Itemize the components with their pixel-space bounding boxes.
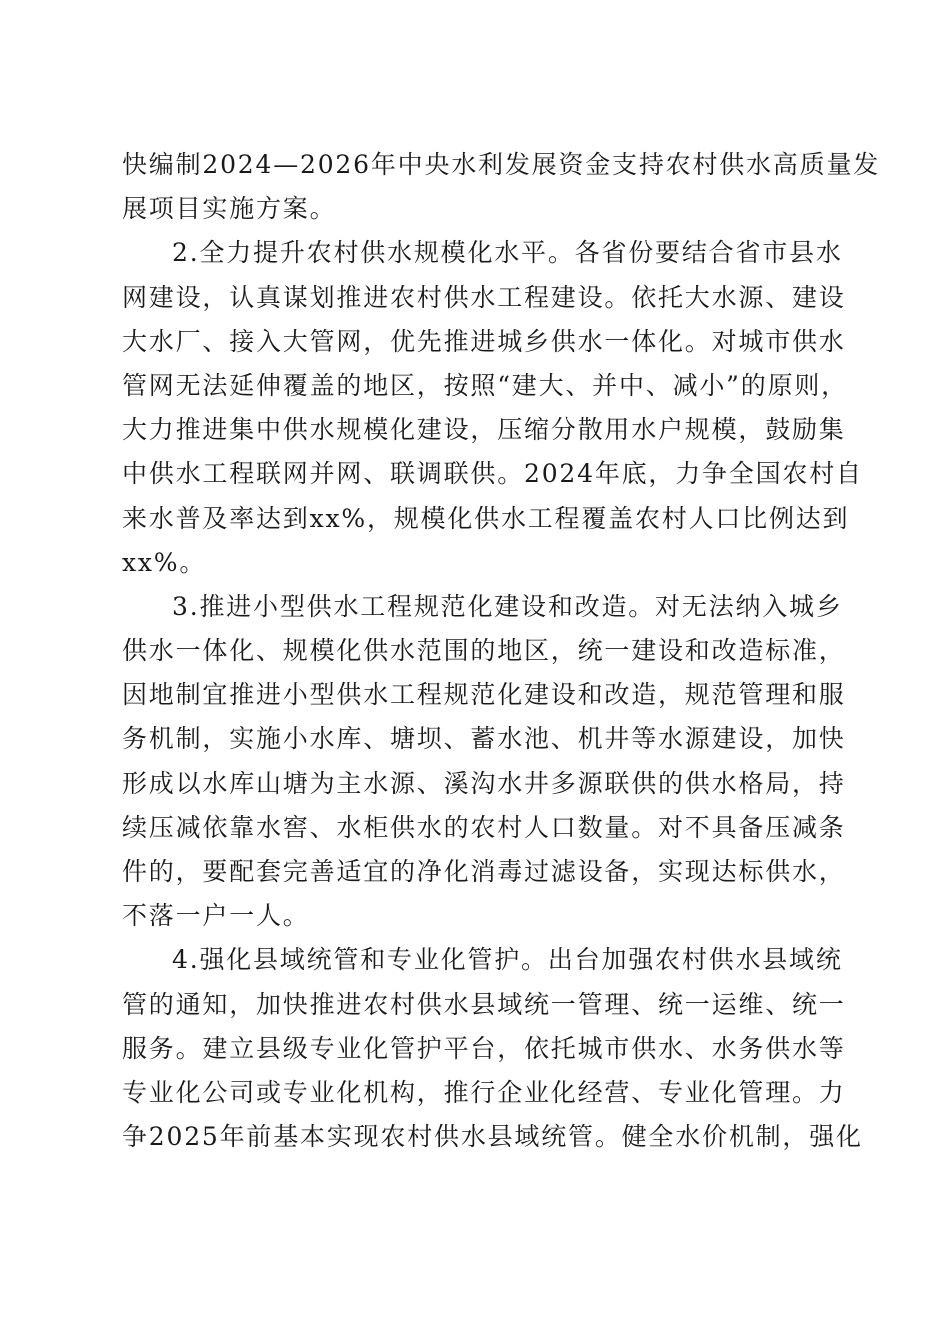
text-line: 服务。建立县级专业化管护平台，依托城市供水、水务供水等 [122,1033,846,1063]
text-line: 件的，要配套完善适宜的净化消毒过滤设备，实现达标供水， [122,857,846,886]
paragraph-start-line: 3.推进小型供水工程规范化建设和改造。对无法纳入城乡 [172,591,843,621]
text-line: 争2025年前基本实现农村供水县域统管。健全水价机制，强化 [122,1122,863,1152]
text-line: 管网无法延伸覆盖的地区，按照“建大、并中、减小”的原则， [122,370,848,400]
text-line: 来水普及率达到xx%，规模化供水工程覆盖农村人口比例达到 [122,503,850,533]
text-line: 不落一户一人。 [122,901,310,931]
body-text [122,143,881,1159]
paragraph-start-line: 2.全力提升农村供水规模化水平。各省份要结合省市县水 [172,238,843,268]
text-line: 大水厂、接入大管网，优先推进城乡供水一体化。对城市供水 [122,326,846,356]
text-line: 因地制宜推进小型供水工程规范化建设和改造，规范管理和服 [122,680,846,710]
text-line: 续压减依靠水窖、水柜供水的农村人口数量。对不具备压减条 [122,812,846,842]
text-line: 形成以水库山塘为主水源、溪沟水井多源联供的供水格局，持 [122,768,846,798]
text-line: xx%。 [122,547,207,577]
text-line: 供水一体化、规模化供水范围的地区，统一建设和改造标准， [122,636,846,666]
text-line: 管的通知，加快推进农村供水县域统一管理、统一运维、统一 [122,989,846,1019]
text-line: 快编制2024—2026年中央水利发展资金支持农村供水高质量发 [122,150,881,179]
text-line: 专业化公司或专业化机构，推行企业化经营、专业化管理。力 [122,1077,846,1107]
paragraph-start-line: 4.强化县域统管和专业化管护。出台加强农村供水县域统 [172,945,843,975]
text-line: 大力推进集中供水规模化建设，压缩分散用水户规模，鼓励集 [122,415,846,445]
text-line: 网建设，认真谋划推进农村供水工程建设。依托大水源、建设 [122,282,846,312]
text-line: 中供水工程联网并网、联调联供。2024年底，力争全国农村自 [122,459,863,489]
text-line: 务机制，实施小水库、塘坝、蓄水池、机井等水源建设，加快 [122,724,846,754]
text-line: 展项目实施方案。 [122,194,337,224]
